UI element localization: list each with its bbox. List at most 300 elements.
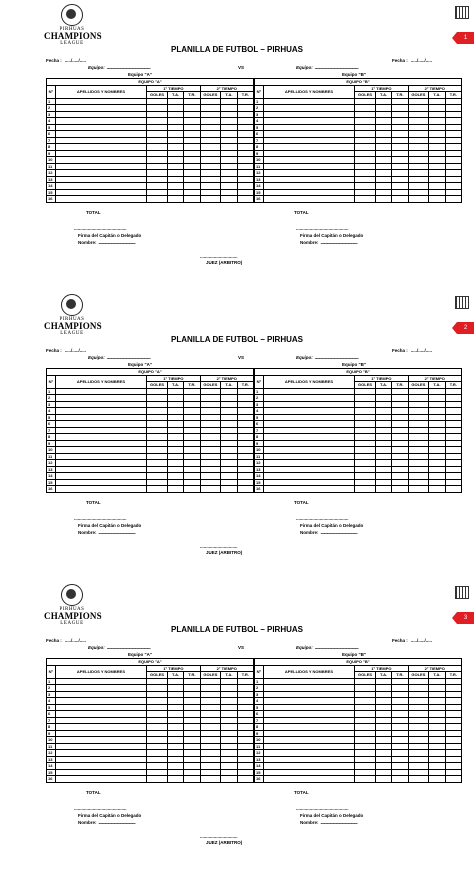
club-crest-icon: [455, 6, 469, 19]
row-number: 11: [47, 743, 56, 750]
row-number: 6: [47, 711, 56, 718]
fecha-value[interactable]: ...../...../.....: [410, 348, 433, 353]
logo-line2: CHAMPIONS: [44, 31, 102, 41]
table-cell[interactable]: [429, 776, 445, 783]
row-number: 7: [47, 427, 56, 434]
starball-icon: [61, 294, 83, 316]
referee-signature-line[interactable]: ..............................: [200, 834, 238, 839]
table-cell[interactable]: [375, 196, 391, 203]
table-cell[interactable]: [147, 776, 168, 783]
table-cell[interactable]: [429, 486, 445, 493]
row-number: 15: [47, 479, 56, 486]
fecha-right: [392, 638, 432, 643]
page-title: PLANILLA DE FUTBOL – PIRHUAS: [170, 45, 303, 54]
row-number: 14: [255, 473, 264, 480]
captain-name-row: [78, 240, 135, 245]
table-cell[interactable]: [445, 196, 461, 203]
col-names-header: APELLIDOS Y NOMBRES: [55, 375, 147, 388]
signature-line[interactable]: ..........................................: [74, 226, 127, 231]
logo-line1: PIRHUAS: [59, 607, 85, 612]
table-row: [47, 776, 254, 783]
team-b-label: Equipo "B": [342, 362, 367, 367]
table-cell[interactable]: [429, 196, 445, 203]
row-number: 12: [47, 170, 56, 177]
club-crest-icon: [455, 586, 469, 599]
table-cell[interactable]: [408, 196, 429, 203]
row-number: 9: [255, 440, 264, 447]
row-number: 2: [47, 105, 56, 112]
table-caption: EQUIPO "B": [255, 369, 462, 376]
row-number: 8: [47, 144, 56, 151]
table-cell[interactable]: [184, 196, 200, 203]
col-goles-header: GOLES: [200, 672, 221, 679]
table-cell[interactable]: [392, 776, 408, 783]
table-cell[interactable]: [55, 776, 147, 783]
col-goles-header: GOLES: [408, 382, 429, 389]
scoresheet-table-b: [254, 658, 462, 783]
row-number: 4: [47, 698, 56, 705]
table-cell[interactable]: [408, 776, 429, 783]
table-cell[interactable]: [263, 486, 355, 493]
col-goles-header: GOLES: [147, 382, 168, 389]
total-label-b: TOTAL: [294, 500, 309, 505]
table-cell[interactable]: [355, 776, 376, 783]
col-tr-header: T.R.: [184, 92, 200, 99]
champions-league-logo: [44, 584, 100, 626]
equipo-label: Equipo:: [296, 65, 313, 70]
row-number: 2: [47, 685, 56, 692]
table-cell[interactable]: [445, 486, 461, 493]
second-half-header: 2° TIEMPO: [200, 665, 253, 672]
col-number-header: Nº: [47, 665, 56, 678]
row-number: 3: [47, 401, 56, 408]
table-cell[interactable]: [375, 776, 391, 783]
total-label-b: TOTAL: [294, 790, 309, 795]
col-tr-header: T.R.: [237, 672, 253, 679]
row-number: 1: [47, 98, 56, 105]
equipo-name-field[interactable]: ..........................................................: [314, 355, 359, 360]
fecha-left: [46, 348, 86, 353]
col-tr-header: T.R.: [392, 672, 408, 679]
first-half-header: 1° TIEMPO: [355, 665, 408, 672]
equipo-left: [88, 65, 150, 70]
name-label: Nombre:: [300, 240, 319, 245]
col-ta-header: T.A.: [429, 382, 445, 389]
name-field[interactable]: .................................................: [320, 820, 358, 825]
referee-label: JUEZ (ARBITRO): [206, 840, 243, 845]
equipo-label: Equipo:: [88, 645, 105, 650]
row-number: 13: [255, 756, 264, 763]
table-row: [255, 196, 462, 203]
row-number: 5: [255, 124, 264, 131]
logo-line2: CHAMPIONS: [44, 321, 102, 331]
logo-line3: LEAGUE: [60, 331, 84, 336]
row-number: 10: [255, 737, 264, 744]
row-number: 13: [47, 466, 56, 473]
club-crest-icon: [455, 296, 469, 309]
page-number-badge: 3: [457, 612, 474, 624]
fecha-label: Fecha :: [392, 58, 408, 63]
row-number: 9: [47, 150, 56, 157]
page-number-badge: 2: [457, 322, 474, 334]
table-cell[interactable]: [221, 776, 237, 783]
row-number: 3: [255, 111, 264, 118]
row-number: 3: [255, 691, 264, 698]
table-cell[interactable]: [184, 486, 200, 493]
row-number: 11: [255, 743, 264, 750]
captain-name-row: [78, 820, 135, 825]
row-number: 14: [47, 473, 56, 480]
col-ta-header: T.A.: [221, 672, 237, 679]
total-label-a: TOTAL: [86, 210, 101, 215]
row-number: 10: [47, 157, 56, 164]
equipo-left: [88, 355, 150, 360]
col-goles-header: GOLES: [200, 92, 221, 99]
row-number: 9: [255, 730, 264, 737]
equipo-name-field[interactable]: ..........................................................: [106, 355, 151, 360]
logo-line1: PIRHUAS: [59, 317, 85, 322]
row-number: 7: [255, 137, 264, 144]
table-cell[interactable]: [263, 776, 355, 783]
fecha-right: [392, 348, 432, 353]
table-cell[interactable]: [147, 486, 168, 493]
table-caption: EQUIPO "B": [255, 79, 462, 86]
row-number: 4: [47, 408, 56, 415]
equipo-name-field[interactable]: ..........................................................: [106, 645, 151, 650]
row-number: 5: [47, 704, 56, 711]
table-cell[interactable]: [392, 196, 408, 203]
second-half-header: 2° TIEMPO: [408, 665, 461, 672]
equipo-label: Equipo:: [296, 355, 313, 360]
row-number: 3: [47, 111, 56, 118]
col-tr-header: T.R.: [392, 382, 408, 389]
col-number-header: Nº: [255, 375, 264, 388]
table-caption: EQUIPO "A": [47, 659, 254, 666]
equipo-name-field[interactable]: ..........................................................: [314, 645, 359, 650]
name-field[interactable]: .................................................: [98, 530, 136, 535]
table-cell[interactable]: [445, 776, 461, 783]
table-cell[interactable]: [55, 486, 147, 493]
col-goles-header: GOLES: [408, 672, 429, 679]
row-number: 5: [47, 124, 56, 131]
fecha-value[interactable]: ...../...../.....: [410, 638, 433, 643]
col-number-header: Nº: [47, 375, 56, 388]
referee-label: JUEZ (ARBITRO): [206, 550, 243, 555]
row-number: 6: [255, 711, 264, 718]
row-number: 13: [47, 756, 56, 763]
team-a-label: Equipo "A": [128, 652, 153, 657]
table-cell[interactable]: [200, 486, 221, 493]
row-number: 11: [47, 453, 56, 460]
signature-line[interactable]: ..........................................: [74, 806, 127, 811]
col-number-header: Nº: [255, 85, 264, 98]
row-number: 12: [255, 750, 264, 757]
total-label-a: TOTAL: [86, 790, 101, 795]
row-number: 6: [47, 131, 56, 138]
equipo-right: [296, 65, 358, 70]
fecha-value[interactable]: ...../...../.....: [64, 58, 87, 63]
name-label: Nombre:: [78, 530, 97, 535]
row-number: 11: [255, 453, 264, 460]
equipo-name-field[interactable]: ..........................................................: [314, 65, 359, 70]
col-tr-header: T.R.: [445, 672, 461, 679]
table-row: [47, 486, 254, 493]
fecha-right: [392, 58, 432, 63]
captain-signature-label: Firma del Capitán o Delegado: [78, 233, 142, 238]
row-number: 10: [255, 157, 264, 164]
table-cell[interactable]: [263, 196, 355, 203]
col-number-header: Nº: [255, 665, 264, 678]
table-cell[interactable]: [167, 776, 183, 783]
equipo-right: [296, 645, 358, 650]
row-number: 12: [255, 170, 264, 177]
sheet-page: [0, 0, 474, 290]
col-tr-header: T.R.: [445, 382, 461, 389]
fecha-value[interactable]: ...../...../.....: [64, 638, 87, 643]
team-b-label: Equipo "B": [342, 72, 367, 77]
col-ta-header: T.A.: [167, 382, 183, 389]
table-row: [47, 196, 254, 203]
referee-signature-line[interactable]: ..............................: [200, 544, 238, 549]
row-number: 9: [47, 440, 56, 447]
row-number: 1: [255, 98, 264, 105]
scoresheet-table-b: [254, 368, 462, 493]
second-half-header: 2° TIEMPO: [200, 85, 253, 92]
row-number: 16: [255, 486, 264, 493]
first-half-header: 1° TIEMPO: [355, 375, 408, 382]
captain-name-row: [78, 530, 135, 535]
col-ta-header: T.A.: [221, 92, 237, 99]
second-half-header: 2° TIEMPO: [408, 375, 461, 382]
sheet-page: [0, 580, 474, 870]
versus-label: VS: [238, 65, 245, 70]
signature-line[interactable]: ..........................................: [296, 806, 349, 811]
equipo-left: [88, 645, 150, 650]
page-number-badge: 1: [457, 32, 474, 44]
captain-name-row: [300, 530, 357, 535]
starball-icon: [61, 4, 83, 26]
fecha-label: Fecha :: [392, 348, 408, 353]
col-names-header: APELLIDOS Y NOMBRES: [263, 665, 355, 678]
signature-line[interactable]: ..........................................: [296, 226, 349, 231]
captain-signature-label: Firma del Capitán o Delegado: [78, 523, 142, 528]
table-caption: EQUIPO "A": [47, 79, 254, 86]
row-number: 8: [255, 724, 264, 731]
table-cell[interactable]: [375, 486, 391, 493]
row-number: 2: [255, 395, 264, 402]
col-ta-header: T.A.: [221, 382, 237, 389]
fecha-label: Fecha :: [392, 638, 408, 643]
fecha-left: [46, 58, 86, 63]
row-number: 12: [47, 750, 56, 757]
table-cell[interactable]: [237, 196, 253, 203]
fecha-label: Fecha :: [46, 348, 62, 353]
table-cell[interactable]: [167, 486, 183, 493]
col-ta-header: T.A.: [375, 92, 391, 99]
logo-line2: CHAMPIONS: [44, 611, 102, 621]
col-goles-header: GOLES: [355, 382, 376, 389]
col-ta-header: T.A.: [429, 672, 445, 679]
row-number: 10: [47, 737, 56, 744]
row-number: 13: [255, 176, 264, 183]
table-cell[interactable]: [221, 486, 237, 493]
versus-label: VS: [238, 645, 245, 650]
col-names-header: APELLIDOS Y NOMBRES: [263, 85, 355, 98]
table-cell[interactable]: [147, 196, 168, 203]
name-field[interactable]: .................................................: [98, 240, 136, 245]
sheet-page: [0, 290, 474, 580]
row-number: 1: [255, 388, 264, 395]
row-number: 5: [47, 414, 56, 421]
scoresheet-table-a: [46, 658, 254, 783]
captain-signature-label: Firma del Capitán o Delegado: [300, 523, 364, 528]
row-number: 5: [255, 704, 264, 711]
row-number: 12: [47, 460, 56, 467]
col-ta-header: T.A.: [429, 92, 445, 99]
row-number: 16: [255, 776, 264, 783]
team-b-label: Equipo "B": [342, 652, 367, 657]
table-cell[interactable]: [408, 486, 429, 493]
col-ta-header: T.A.: [375, 672, 391, 679]
row-number: 14: [47, 183, 56, 190]
champions-league-logo: [44, 4, 100, 46]
first-half-header: 1° TIEMPO: [355, 85, 408, 92]
row-number: 5: [255, 414, 264, 421]
row-number: 15: [47, 189, 56, 196]
fecha-label: Fecha :: [46, 58, 62, 63]
table-cell[interactable]: [237, 486, 253, 493]
row-number: 4: [255, 118, 264, 125]
col-goles-header: GOLES: [147, 92, 168, 99]
referee-signature-line[interactable]: ..............................: [200, 254, 238, 259]
col-tr-header: T.R.: [237, 382, 253, 389]
table-cell[interactable]: [237, 776, 253, 783]
col-goles-header: GOLES: [355, 672, 376, 679]
equipo-name-field[interactable]: ..........................................................: [106, 65, 151, 70]
versus-label: VS: [238, 355, 245, 360]
row-number: 2: [255, 105, 264, 112]
row-number: 4: [47, 118, 56, 125]
table-caption: EQUIPO "A": [47, 369, 254, 376]
first-half-header: 1° TIEMPO: [147, 375, 200, 382]
team-a-label: Equipo "A": [128, 362, 153, 367]
scoresheet-table-a: [46, 368, 254, 493]
fecha-label: Fecha :: [46, 638, 62, 643]
col-goles-header: GOLES: [200, 382, 221, 389]
row-number: 10: [255, 447, 264, 454]
name-label: Nombre:: [78, 240, 97, 245]
logo-line3: LEAGUE: [60, 621, 84, 626]
col-tr-header: T.R.: [184, 672, 200, 679]
table-cell[interactable]: [184, 776, 200, 783]
row-number: 8: [255, 434, 264, 441]
total-label-b: TOTAL: [294, 210, 309, 215]
row-number: 2: [47, 395, 56, 402]
row-number: 10: [47, 447, 56, 454]
starball-icon: [61, 584, 83, 606]
name-field[interactable]: .................................................: [98, 820, 136, 825]
table-row: [255, 776, 462, 783]
row-number: 7: [47, 137, 56, 144]
name-field[interactable]: .................................................: [320, 530, 358, 535]
name-label: Nombre:: [78, 820, 97, 825]
table-cell[interactable]: [200, 196, 221, 203]
row-number: 8: [47, 434, 56, 441]
name-label: Nombre:: [300, 530, 319, 535]
row-number: 6: [47, 421, 56, 428]
row-number: 1: [47, 678, 56, 685]
row-number: 8: [255, 144, 264, 151]
logo-line3: LEAGUE: [60, 41, 84, 46]
col-tr-header: T.R.: [184, 382, 200, 389]
table-cell[interactable]: [200, 776, 221, 783]
row-number: 4: [255, 698, 264, 705]
table-cell[interactable]: [221, 196, 237, 203]
logo-line1: PIRHUAS: [59, 27, 85, 32]
table-cell[interactable]: [167, 196, 183, 203]
col-names-header: APELLIDOS Y NOMBRES: [263, 375, 355, 388]
page-title: PLANILLA DE FUTBOL – PIRHUAS: [170, 625, 303, 634]
row-number: 3: [255, 401, 264, 408]
team-a-label: Equipo "A": [128, 72, 153, 77]
col-tr-header: T.R.: [237, 92, 253, 99]
row-number: 13: [47, 176, 56, 183]
total-label-a: TOTAL: [86, 500, 101, 505]
name-field[interactable]: .................................................: [320, 240, 358, 245]
col-goles-header: GOLES: [355, 92, 376, 99]
captain-signature-label: Firma del Capitán o Delegado: [78, 813, 142, 818]
second-half-header: 2° TIEMPO: [408, 85, 461, 92]
table-cell[interactable]: [392, 486, 408, 493]
fecha-value[interactable]: ...../...../.....: [410, 58, 433, 63]
table-row: [255, 486, 462, 493]
fecha-value[interactable]: ...../...../.....: [64, 348, 87, 353]
col-names-header: APELLIDOS Y NOMBRES: [55, 665, 147, 678]
signature-line[interactable]: ..........................................: [74, 516, 127, 521]
signature-line[interactable]: ..........................................: [296, 516, 349, 521]
row-number: 4: [255, 408, 264, 415]
row-number: 7: [255, 717, 264, 724]
table-cell[interactable]: [355, 486, 376, 493]
row-number: 14: [47, 763, 56, 770]
row-number: 1: [255, 678, 264, 685]
row-number: 3: [47, 691, 56, 698]
table-caption: EQUIPO "B": [255, 659, 462, 666]
page-title: PLANILLA DE FUTBOL – PIRHUAS: [170, 335, 303, 344]
row-number: 11: [255, 163, 264, 170]
equipo-right: [296, 355, 358, 360]
col-tr-header: T.R.: [445, 92, 461, 99]
captain-name-row: [300, 820, 357, 825]
row-number: 6: [255, 131, 264, 138]
col-names-header: APELLIDOS Y NOMBRES: [55, 85, 147, 98]
table-cell[interactable]: [55, 196, 147, 203]
row-number: 15: [255, 189, 264, 196]
row-number: 15: [255, 479, 264, 486]
name-label: Nombre:: [300, 820, 319, 825]
row-number: 6: [255, 421, 264, 428]
row-number: 8: [47, 724, 56, 731]
scoresheet-table-a: [46, 78, 254, 203]
col-goles-header: GOLES: [408, 92, 429, 99]
champions-league-logo: [44, 294, 100, 336]
row-number: 16: [255, 196, 264, 203]
table-cell[interactable]: [355, 196, 376, 203]
referee-label: JUEZ (ARBITRO): [206, 260, 243, 265]
first-half-header: 1° TIEMPO: [147, 85, 200, 92]
col-ta-header: T.A.: [167, 672, 183, 679]
row-number: 16: [47, 776, 56, 783]
